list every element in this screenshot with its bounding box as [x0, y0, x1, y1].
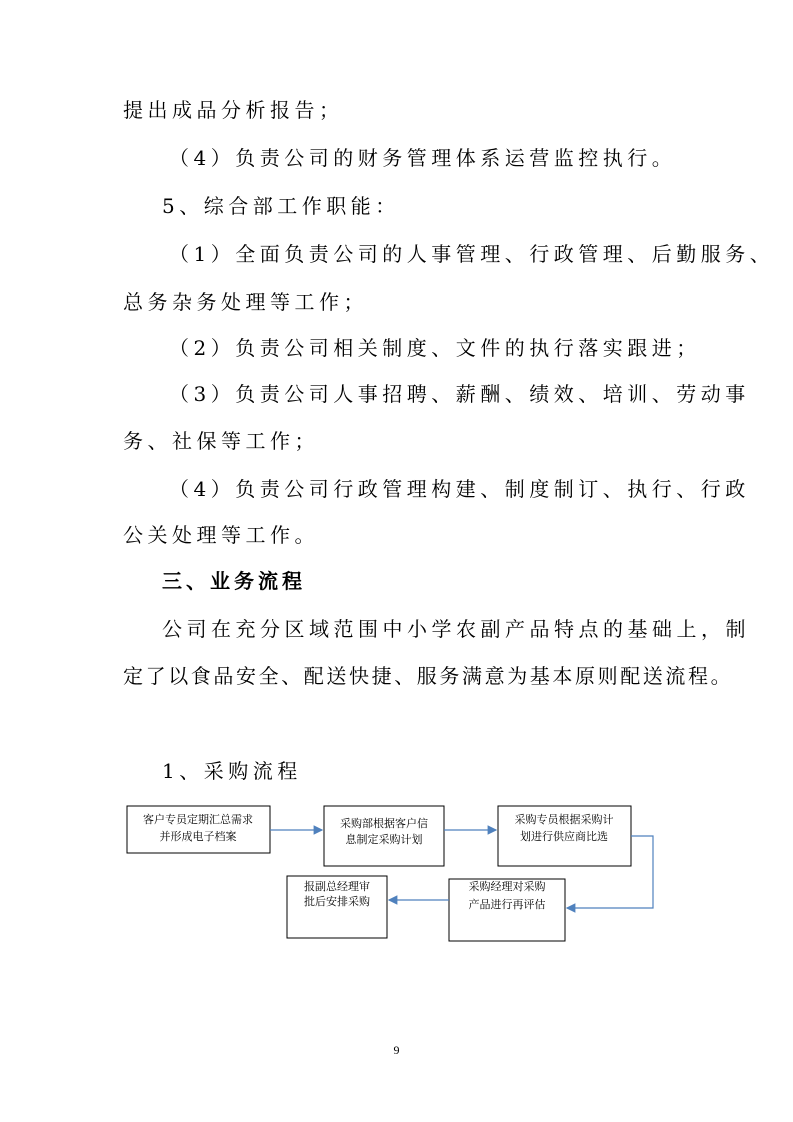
- flow-box-2-line1: 采购部根据客户信: [340, 817, 428, 830]
- flow-box-approval: [287, 876, 387, 938]
- flow-box-5-line1: 报副总经理审: [304, 880, 370, 893]
- page-number: 9: [393, 1043, 400, 1057]
- text-line-4: （1）全面负责公司的人事管理、行政管理、后勤服务、: [169, 242, 775, 266]
- flow-box-supplier-selection: [498, 806, 631, 866]
- flow-box-1-line2: 并形成电子档案: [159, 830, 237, 843]
- flow-box-4-line2: 产品进行再评估: [468, 898, 546, 911]
- text-line-5: 总务杂务处理等工作；: [123, 290, 368, 314]
- flow-box-client-demand: [127, 806, 270, 853]
- text-line-8: 务、社保等工作；: [123, 429, 319, 453]
- section-heading: 三、业务流程: [162, 569, 306, 593]
- text-line-2: （4）负责公司的财务管理体系运营监控执行。: [169, 146, 677, 170]
- text-line-6: （2）负责公司相关制度、文件的执行落实跟进；: [169, 336, 701, 360]
- flow-box-procurement-plan: [324, 806, 444, 866]
- flow-box-3-line2: 划进行供应商比选: [520, 830, 608, 843]
- text-line-3: 5、综合部工作职能：: [162, 194, 400, 218]
- text-line-7: （3）负责公司人事招聘、薪酬、绩效、培训、劳动事: [169, 382, 750, 406]
- text-line-1: 提出成品分析报告；: [123, 98, 344, 122]
- flow-box-3-line1: 采购专员根据采购计: [514, 813, 614, 826]
- subheading: 1、采购流程: [162, 759, 302, 783]
- text-line-10: 公关处理等工作。: [123, 523, 319, 547]
- flow-box-4-line1: 采购经理对采购: [468, 880, 546, 893]
- flow-box-2-line2: 息制定采购计划: [345, 833, 423, 846]
- flow-box-1-line1: 客户专员定期汇总需求: [143, 813, 253, 826]
- text-line-9: （4）负责公司行政管理构建、制度制订、执行、行政: [169, 477, 750, 501]
- paragraph-line-2: 定了以食品安全、配送快捷、服务满意为基本原则配送流程。: [123, 664, 734, 688]
- flow-box-5-line2: 批后安排采购: [304, 895, 370, 908]
- paragraph-line-1: 公司在充分区域范围中小学农副产品特点的基础上，制: [162, 617, 750, 641]
- flow-box-re-evaluation: [449, 879, 565, 941]
